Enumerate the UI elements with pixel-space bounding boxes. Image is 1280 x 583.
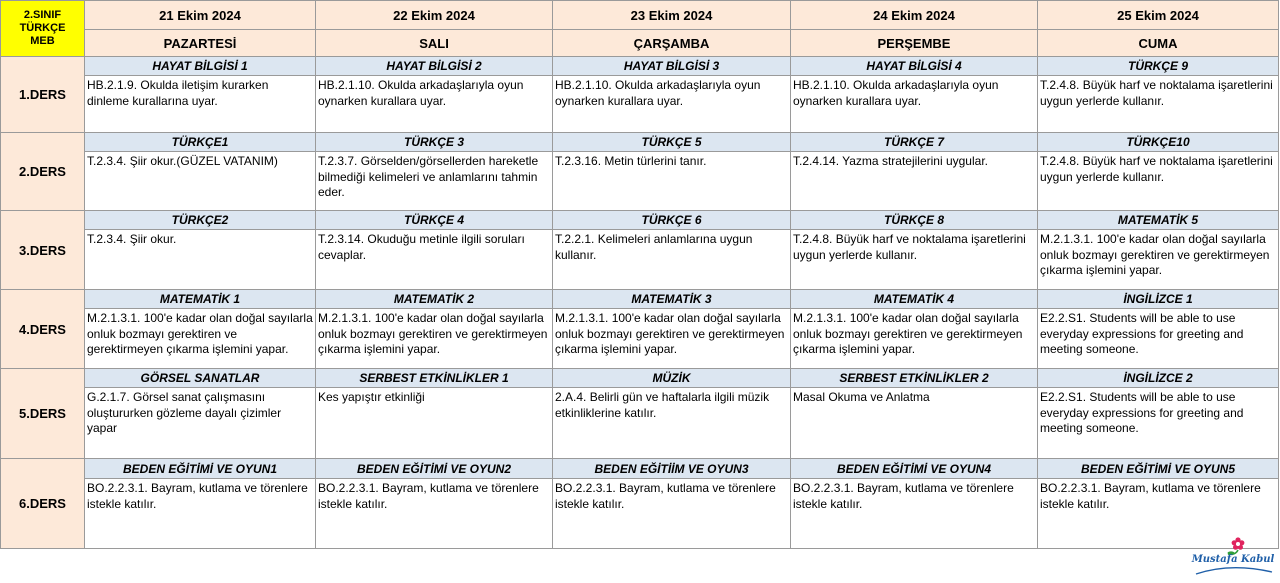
subject-row: [1, 290, 1279, 309]
subject-title: MATEMATİK 1: [85, 290, 316, 309]
subject-title: TÜRKÇE 7: [791, 133, 1038, 152]
day-cell: ÇARŞAMBA: [553, 30, 791, 57]
description-row: [1, 230, 1279, 290]
subject-title: BEDEN EĞİTİMİ VE OYUN5: [1038, 459, 1279, 479]
outcome-cell: [316, 309, 553, 369]
outcome-text: HB.2.1.10. Okulda arkadaşlarıyla oyun oynarken kurallara uyar.: [318, 78, 524, 108]
outcome-cell: [791, 479, 1038, 549]
subject-title: İNGİLİZCE 1: [1038, 290, 1279, 309]
outcome-text: BO.2.2.3.1. Bayram, kutlama ve törenlere istekle katılır.: [318, 481, 539, 511]
subject-title: MÜZİK: [553, 369, 791, 388]
subject-title: MATEMATİK 3: [553, 290, 791, 309]
description-row: [1, 479, 1279, 549]
description-row: [1, 309, 1279, 369]
date-cell: 25 Ekim 2024: [1038, 1, 1279, 30]
subject-title: MATEMATİK 4: [791, 290, 1038, 309]
subject-title: HAYAT BİLGİSİ 2: [316, 57, 553, 76]
outcome-text: M.2.1.3.1. 100'e kadar olan doğal sayılarla onluk bozmayı gerektiren ve gerektirmeyen çıkarma işlemini yapar.: [87, 311, 313, 356]
outcome-text: T.2.3.4. Şiir okur.(GÜZEL VATANIM): [87, 154, 278, 168]
outcome-cell: [85, 309, 316, 369]
subject-title: TÜRKÇE 6: [553, 211, 791, 230]
lesson-label: 4.DERS: [1, 290, 85, 369]
day-cell: PERŞEMBE: [791, 30, 1038, 57]
outcome-text: 2.A.4. Belirli gün ve haftalarla ilgili müzik etkinliklerine katılır.: [555, 390, 770, 420]
outcome-text: T.2.4.14. Yazma stratejilerini uygular.: [793, 154, 988, 168]
outcome-cell: [791, 388, 1038, 459]
outcome-text: T.2.3.14. Okuduğu metinle ilgili soruları cevaplar.: [318, 232, 525, 262]
subject-row: [1, 369, 1279, 388]
outcome-text: T.2.4.8. Büyük harf ve noktalama işaretlerini uygun yerlerde kullanır.: [793, 232, 1026, 262]
outcome-text: T.2.4.8. Büyük harf ve noktalama işaretlerini uygun yerlerde kullanır.: [1040, 154, 1273, 184]
date-cell: 24 Ekim 2024: [791, 1, 1038, 30]
outcome-text: E2.2.S1. Students will be able to use everyday expressions for greeting and meeting someone.: [1040, 390, 1244, 435]
subject-title: GÖRSEL SANATLAR: [85, 369, 316, 388]
lesson-rows: [1, 57, 1279, 549]
outcome-cell: [791, 309, 1038, 369]
class-grade: 2.SINIF: [23, 9, 62, 21]
outcome-cell: [553, 479, 791, 549]
subject-title: TÜRKÇE 4: [316, 211, 553, 230]
subject-title: TÜRKÇE 5: [553, 133, 791, 152]
lesson-label: 6.DERS: [1, 459, 85, 549]
subject-title: TÜRKÇE2: [85, 211, 316, 230]
outcome-cell: [1038, 152, 1279, 211]
outcome-text: T.2.3.7. Görselden/görsellerden hareketle bilmediği kelimeleri ve anlamlarını tahmin eder.: [318, 154, 539, 199]
day-cell: CUMA: [1038, 30, 1279, 57]
outcome-text: BO.2.2.3.1. Bayram, kutlama ve törenlere istekle katılır.: [87, 481, 308, 511]
subject-title: TÜRKÇE1: [85, 133, 316, 152]
subject-title: MATEMATİK 2: [316, 290, 553, 309]
lesson-label: 3.DERS: [1, 211, 85, 290]
outcome-cell: [1038, 76, 1279, 133]
subject-title: HAYAT BİLGİSİ 1: [85, 57, 316, 76]
class-curriculum: MEB: [30, 35, 55, 47]
class-info-cell: [1, 1, 85, 57]
subject-title: TÜRKÇE 9: [1038, 57, 1279, 76]
outcome-cell: [791, 76, 1038, 133]
date-cell: 21 Ekim 2024: [85, 1, 316, 30]
outcome-text: BO.2.2.3.1. Bayram, kutlama ve törenlere istekle katılır.: [555, 481, 776, 511]
outcome-cell: [85, 388, 316, 459]
outcome-text: M.2.1.3.1. 100'e kadar olan doğal sayılarla onluk bozmayı gerektiren ve gerektirmeyen çıkarma işlemini yapar.: [1040, 232, 1270, 277]
subject-title: BEDEN EĞİTİMİ VE OYUN1: [85, 459, 316, 479]
date-cell: 22 Ekim 2024: [316, 1, 553, 30]
outcome-text: T.2.4.8. Büyük harf ve noktalama işaretlerini uygun yerlerde kullanır.: [1040, 78, 1273, 108]
day-cell: SALI: [316, 30, 553, 57]
class-subject: TÜRKÇE: [19, 22, 66, 34]
subject-title: İNGİLİZCE 2: [1038, 369, 1279, 388]
subject-row: [1, 57, 1279, 76]
description-row: [1, 152, 1279, 211]
subject-title: HAYAT BİLGİSİ 3: [553, 57, 791, 76]
description-row: [1, 388, 1279, 459]
outcome-cell: [791, 152, 1038, 211]
outcome-text: BO.2.2.3.1. Bayram, kutlama ve törenlere istekle katılır.: [1040, 481, 1261, 511]
outcome-text: Kes yapıştır etkinliği: [318, 390, 425, 404]
subject-row: [1, 211, 1279, 230]
subject-title: BEDEN EĞİTİMİ VE OYUN2: [316, 459, 553, 479]
outcome-cell: [553, 76, 791, 133]
subject-row: [1, 133, 1279, 152]
outcome-cell: [1038, 388, 1279, 459]
lesson-label: 5.DERS: [1, 369, 85, 459]
outcome-text: M.2.1.3.1. 100'e kadar olan doğal sayılarla onluk bozmayı gerektiren ve gerektirmeyen çıkarma işlemini yapar.: [555, 311, 785, 356]
outcome-cell: [1038, 309, 1279, 369]
outcome-text: G.2.1.7. Görsel sanat çalışmasını oluştururken gözleme dayalı çizimler yapar: [87, 390, 282, 435]
outcome-cell: [316, 76, 553, 133]
outcome-cell: [316, 230, 553, 290]
outcome-text: HB.2.1.10. Okulda arkadaşlarıyla oyun oynarken kurallara uyar.: [555, 78, 761, 108]
outcome-text: T.2.2.1. Kelimeleri anlamlarına uygun kullanır.: [555, 232, 753, 262]
outcome-cell: [553, 309, 791, 369]
subject-title: TÜRKÇE10: [1038, 133, 1279, 152]
subject-title: HAYAT BİLGİSİ 4: [791, 57, 1038, 76]
author-logo: [1190, 536, 1276, 578]
subject-title: TÜRKÇE 3: [316, 133, 553, 152]
subject-title: BEDEN EĞİTİİM VE OYUN3: [553, 459, 791, 479]
outcome-cell: [553, 388, 791, 459]
day-cell: PAZARTESİ: [85, 30, 316, 57]
subject-row: [1, 459, 1279, 479]
lesson-label: 1.DERS: [1, 57, 85, 133]
outcome-text: T.2.3.4. Şiir okur.: [87, 232, 177, 246]
subject-title: SERBEST ETKİNLİKLER 1: [316, 369, 553, 388]
outcome-text: M.2.1.3.1. 100'e kadar olan doğal sayılarla onluk bozmayı gerektiren ve gerektirmeyen çıkarma işlemini yapar.: [318, 311, 548, 356]
outcome-cell: [1038, 230, 1279, 290]
outcome-text: HB.2.1.9. Okulda iletişim kurarken dinleme kurallarına uyar.: [87, 78, 269, 108]
date-cell: 23 Ekim 2024: [553, 1, 791, 30]
outcome-cell: [316, 152, 553, 211]
outcome-text: HB.2.1.10. Okulda arkadaşlarıyla oyun oynarken kurallara uyar.: [793, 78, 999, 108]
outcome-cell: [85, 76, 316, 133]
subject-title: SERBEST ETKİNLİKLER 2: [791, 369, 1038, 388]
outcome-cell: [85, 479, 316, 549]
subject-title: MATEMATİK 5: [1038, 211, 1279, 230]
author-name: Mustafa Kabul: [1191, 554, 1275, 565]
outcome-text: BO.2.2.3.1. Bayram, kutlama ve törenlere istekle katılır.: [793, 481, 1014, 511]
date-row: [1, 1, 1279, 30]
outcome-cell: [316, 479, 553, 549]
outcome-cell: [316, 388, 553, 459]
day-row: [1, 30, 1279, 57]
outcome-cell: [85, 230, 316, 290]
outcome-text: M.2.1.3.1. 100'e kadar olan doğal sayılarla onluk bozmayı gerektiren ve gerektirmeyen çıkarma işlemini yapar.: [793, 311, 1023, 356]
outcome-text: E2.2.S1. Students will be able to use everyday expressions for greeting and meeting someone.: [1040, 311, 1244, 356]
subject-title: TÜRKÇE 8: [791, 211, 1038, 230]
outcome-text: T.2.3.16. Metin türlerini tanır.: [555, 154, 707, 168]
outcome-cell: [553, 230, 791, 290]
outcome-cell: [553, 152, 791, 211]
outcome-cell: [85, 152, 316, 211]
lesson-label: 2.DERS: [1, 133, 85, 211]
outcome-text: Masal Okuma ve Anlatma: [793, 390, 930, 404]
subject-title: BEDEN EĞİTİMİ VE OYUN4: [791, 459, 1038, 479]
outcome-cell: [791, 230, 1038, 290]
description-row: [1, 76, 1279, 133]
